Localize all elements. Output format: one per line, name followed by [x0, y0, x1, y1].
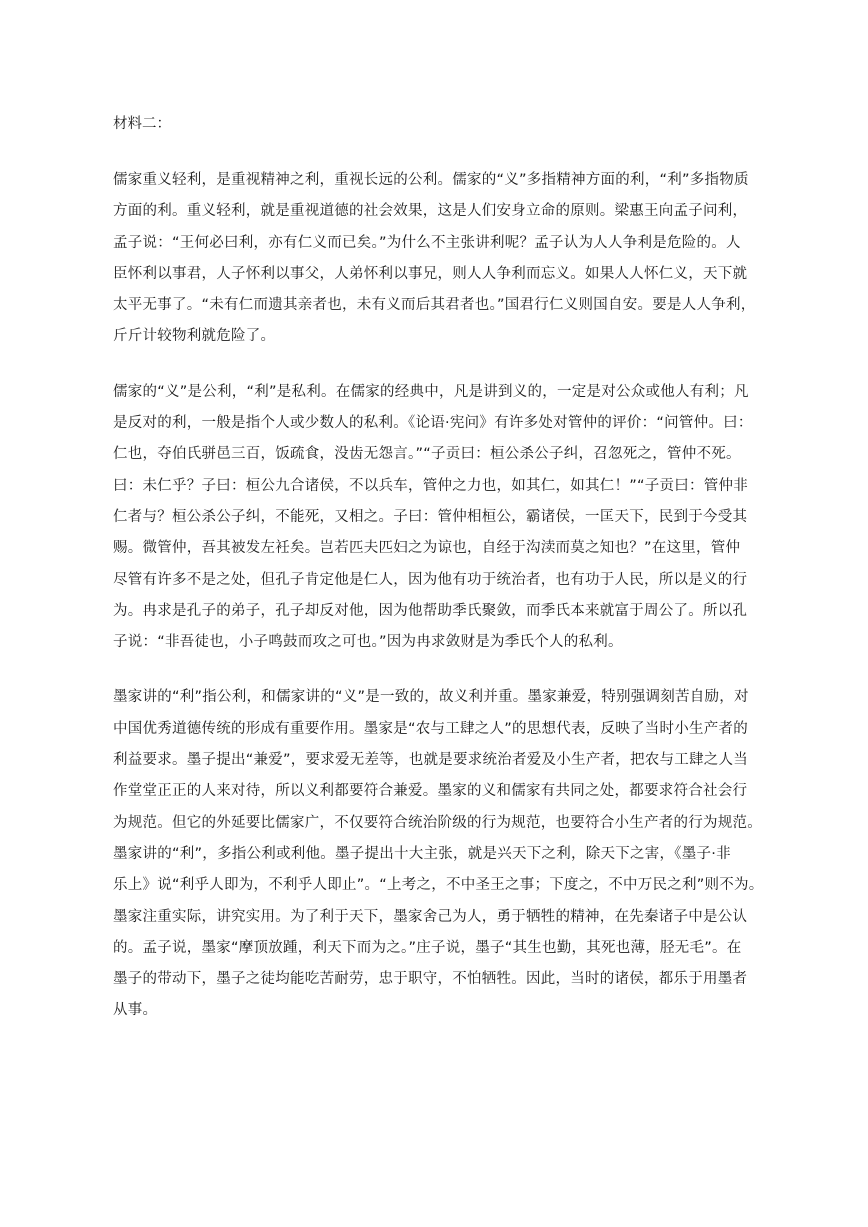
- text-line: 从事。: [113, 1002, 158, 1019]
- text-line: 墨家讲的“利”指公利，和儒家讲的“义”是一致的，故义利并重。墨家兼爱，特别强调刻苦自励，对: [113, 689, 749, 706]
- text-line: 是反对的利，一般是指个人或少数人的私利。《论语·宪问》有许多处对管仲的评价：“问管仲。曰：: [113, 415, 753, 432]
- text-line: 方面的利。重义轻利，就是重视道德的社会效果，这是人们安身立命的原则。梁惠王向孟子问利，: [113, 203, 748, 220]
- text-line: 中国优秀道德传统的形成有重要作用。墨家是“农与工肆之人”的思想代表，反映了当时小生产者的: [113, 720, 749, 737]
- text-line: 儒家重义轻利，是重视精神之利，重视长远的公利。儒家的“义”多指精神方面的利，“利”多指物质: [113, 172, 749, 188]
- section-title: 材料二：: [113, 116, 171, 132]
- text-line: 太平无事了。“未有仁而遗其亲者也，未有义而后其君者也。”国君行仁义则国自安。要是人人争利，: [113, 297, 756, 314]
- text-line: 儒家的“义”是公利，“利”是私利。在儒家的经典中，凡是讲到义的，一定是对公众或他人有利；凡: [113, 383, 749, 400]
- paragraph-1: [113, 165, 776, 353]
- text-line: 子说：“非吾徒也，小子鸣鼓而攻之可也。”因为冉求敛财是为季氏个人的私利。: [113, 634, 623, 651]
- text-line: 为。冉求是孔子的弟子，孔子却反对他，因为他帮助季氏聚敛，而季氏本来就富于周公了。所以孔: [113, 602, 748, 619]
- text-line: 仁也，夺伯氏骈邑三百，饭疏食，没齿无怨言。”“子贡曰：桓公杀公子纠，召忽死之，管仲不死。: [113, 446, 741, 463]
- text-line: 尽管有许多不是之处，但孔子肯定他是仁人，因为他有功于统治者，也有功于人民，所以是义的行: [113, 571, 748, 588]
- text-line: 作堂堂正正的人来对待，所以义利都要符合兼爱。墨家的义和儒家有共同之处，都要求符合社会行: [113, 783, 748, 800]
- text-line: 赐。微管仲，吾其被发左衽矣。岂若匹夫匹妇之为谅也，自经于沟渎而莫之知也？”在这里，管仲: [113, 540, 741, 557]
- text-line: 利益要求。墨子提出“兼爱”，要求爱无差等，也就是要求统治者爱及小生产者，把农与工肆之人当: [113, 752, 749, 769]
- text-line: 斤斤计较物利就危险了。: [113, 328, 276, 345]
- text-line: 墨子的带动下，墨子之徒均能吃苦耐劳，忠于职守，不怕牺牲。因此，当时的诸侯，都乐于用墨者: [113, 971, 748, 988]
- text-line: 墨家注重实际，讲究实用。为了利于天下，墨家舍己为人，勇于牺牲的精神，在先秦诸子中是公认: [113, 908, 748, 925]
- text-line: 臣怀利以事君，人子怀利以事父，人弟怀利以事兄，则人人争利而忘义。如果人人怀仁义，天下就: [113, 265, 748, 282]
- text-line: 为规范。但它的外延要比儒家广，不仅要符合统治阶级的行为规范，也要符合小生产者的行为规范。: [113, 814, 762, 831]
- paragraph-2: [113, 377, 776, 659]
- text-line: 的。孟子说，墨家“摩顶放踵，利天下而为之。”庄子说，墨子“其生也勤，其死也薄，胫无毛”。在: [113, 939, 742, 956]
- text-line: 乐上》说“利乎人即为，不利乎人即止”。“上考之，不中圣王之事；下度之，不中万民之利”则不为。: [113, 877, 764, 894]
- text-line: 孟子说：“王何必曰利，亦有仁义而已矣。”为什么不主张讲利呢？孟子认为人人争利是危险的。人: [113, 234, 741, 251]
- text-line: 仁者与？桓公杀公子纠，不能死，又相之。子曰：管仲相桓公，霸诸侯，一匡天下，民到于今受其: [113, 508, 748, 525]
- paragraph-3: [113, 682, 776, 1026]
- text-line: 曰：未仁乎？子曰：桓公九合诸侯，不以兵车，管仲之力也，如其仁，如其仁！”“子贡曰：管仲非: [113, 477, 749, 494]
- text-line: 墨家讲的“利”，多指公利或利他。墨子提出十大主张，就是兴天下之利，除天下之害，《墨子·非: [113, 845, 731, 862]
